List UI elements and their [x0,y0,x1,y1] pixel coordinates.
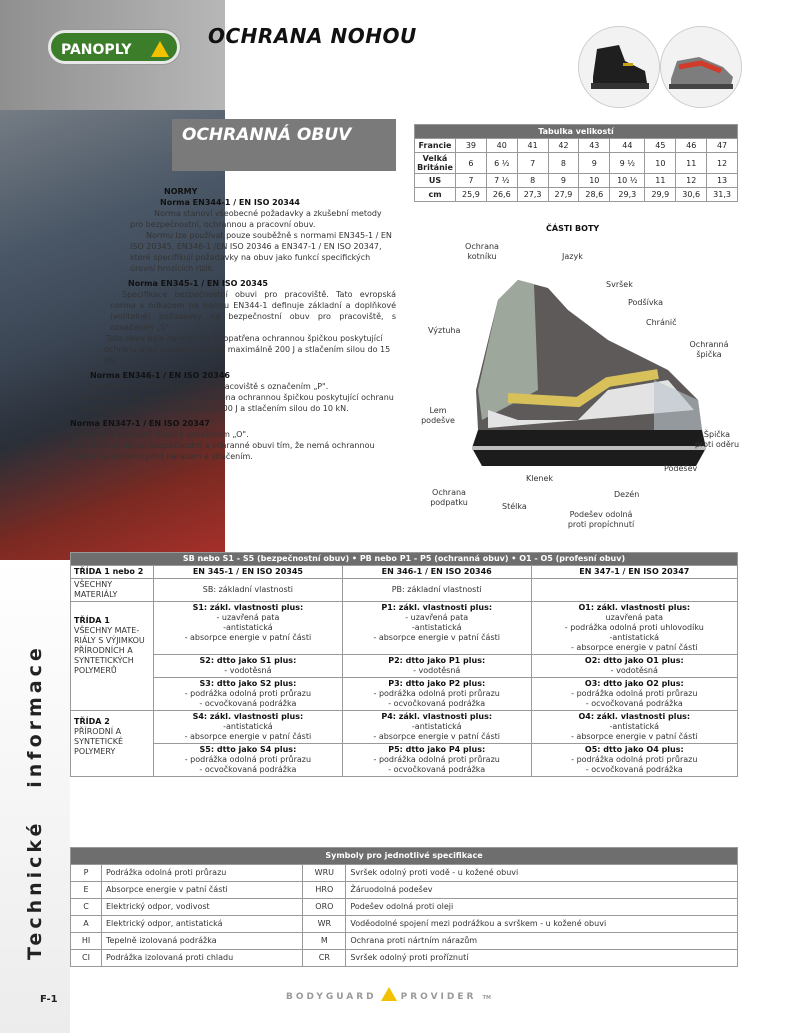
boot-cutaway-image [458,270,718,480]
table-row: S3: dtto jako S2 plus: - podrážka odolná proti průrazu - ocvočkovaná podrážka P3: dtto jako P2 plus: - podrážka odolná proti průrazu - ocvočkovaná podrážka O3: dtto jako O2 plus: - podrážka odolná proti průrazu - ocvočkovaná podrážka [71,678,738,711]
table-row: C Elektrický odpor, vodivost ORO Podešev odolná proti oleji [71,899,738,916]
norm-en345-heading: Norma EN345-1 / EN ISO 20345 [128,279,268,288]
black-boot-image [578,26,660,108]
norm-en344-heading: Norma EN344-1 / EN ISO 20344 [160,198,300,207]
norm-en347-text-2: Tato obuv se liší od bezpečnostní a ochranné obuvi tím, že nemá ochrannou špičku na ochranu před nárazem a stlačením. [70,441,375,461]
label-klenek: Klenek [526,474,554,483]
standards-text [70,186,396,462]
side-caption: Technické informace [24,644,46,960]
table-row: P Podrážka odolná proti průrazu WRU Svršek odolný proti vodě - u kožené obuvi [71,865,738,882]
page-number: F-1 [40,994,58,1005]
section-heading: OCHRANNÁ OBUV [172,119,396,171]
size-row: cm 25,9 26,6 27,3 27,9 28,6 29,3 29,9 30,6 31,3 [415,188,738,202]
size-row: Velká Británie 6 6 ½ 7 8 9 9 ½ 10 11 12 [415,153,738,174]
table-row: HI Tepelně izolovaná podrážka M Ochrana proti nártním nárazům [71,933,738,950]
page-title: OCHRANA NOHOU [208,24,417,48]
norm-en344-text-1: Norma stanoví všeobecné požadavky a zkušební metody pro bezpečnostní, ochrannou a pracovní obuv. [130,209,382,229]
symbols-caption: Symboly pro jednotlivé specifikace [71,848,738,865]
table-row: TŘÍDA 2 PŘÍRODNÍ A SYNTETICKÉ POLYMERY S4: zákl. vlastnosti plus: -antistatická - absorpce energie v patní části P4: zákl. vlastnosti plus: -antistatická - absorpce energie v patní části O4: zákl. vlastnosti plus: -antistatická - absorpce energie v patní části [71,711,738,744]
label-jazyk: Jazyk [562,252,583,261]
logo-triangle-icon [151,41,169,57]
classification-table [70,552,738,777]
label-ochranna-spicka: Ochranná špička [689,340,729,359]
table-row: S2: dtto jako S1 plus: - vodotěsná P2: dtto jako P1 plus: - vodotěsná O2: dtto jako O1 plus: - vodotěsná [71,655,738,678]
label-ochrana-kotniku: Ochrana kotníku [465,242,499,261]
table-row: CI Podrážka izolovaná proti chladu CR Svršek odolný proti proříznutí [71,950,738,967]
size-table [414,124,738,202]
label-svrsek: Svršek [606,280,633,289]
footer-brand: BODYGUARD PROVIDER TM [286,987,491,1002]
grey-red-shoe-image [660,26,742,108]
table-row: TŘÍDA 1 VŠECHNY MATE-RIÁLY S VÝJIMKOU PŘÍRODNÍCH A SYNTETICKÝCH POLYMERŮ S1: zákl. vlastnosti plus: - uzavřená pata -antistatická - absorpce energie v patní části P1: zákl. vlastnosti plus: - uzavřená pata -antistatická - absorpce energie v patní části O1: zákl. vlastnosti plus: uzavřená pata - podrážka odolná proti uhlovodíku -antistatická - absorpce energie v patní části [71,602,738,655]
boot-parts-title: ČÁSTI BOTY [546,224,600,233]
table-row: S5: dtto jako S4 plus: - podrážka odolná proti průrazu - ocvočkovaná podrážka P5: dtto jako P4 plus: - podrážka odolná proti průrazu - ocvočkovaná podrážka O5: dtto jako O4 plus: - podrážka odolná proti průrazu - ocvočkovaná podrážka [71,744,738,777]
norm-en346-text-2: Tato obuv byla navržena a je opatřena ochrannou špičkou poskytující ochranu před nárazem energií maximálně 100 J a stlačením silou do 10 kN. [82,393,394,413]
table-row: TŘÍDA 1 nebo 2 EN 345-1 / EN ISO 20345 EN 346-1 / EN ISO 20346 EN 347-1 / EN ISO 20347 [71,566,738,579]
label-chranic: Chránič [646,318,677,327]
norm-en347-heading: Norma EN347-1 / EN ISO 20347 [70,419,210,428]
label-lem-podesve: Lem podešve [421,406,455,425]
panoply-logo [48,30,180,64]
classification-caption: SB nebo S1 - S5 (bezpečnostní obuv) • PB nebo P1 - P5 (ochranná obuv) • O1 - O5 (profesní obuv) [71,553,738,566]
standards-title: NORMY [164,187,198,196]
size-table-caption: Tabulka velikostí [415,125,738,139]
norm-en346-heading: Norma EN346-1 / EN ISO 20346 [90,371,230,380]
label-dezen: Dezén [614,490,640,499]
label-spicka-proti-oderu: Špička proti oděru [694,430,740,449]
label-podesev: Podešev [664,464,698,473]
label-ochrana-podpatku: Ochrana podpatku [430,488,468,507]
norm-en345-text-1: Specifikace bezpečnostní obuvi pro pracoviště. Tato evropská norma s odkazem na normu EN344-1 definuje základní a doplňkové (volitelné) požadavky na bezpečnostní obuv pro pracoviště, s označením „S". [110,290,396,332]
table-row: A Elektrický odpor, antistatická WR Voděodolné spojení mezi podrážkou a svrškem - u kožené obuvi [71,916,738,933]
brand-triangle-icon [381,987,397,1001]
size-row: US 7 7 ½ 8 9 10 10 ½ 11 12 13 [415,174,738,188]
norm-en345-text-2: Tato obuv byla navržena a je opatřena ochrannou špičkou poskytující ochranu před nárazem energií maximálně 200 J a stlačením silou do 15 kN. [104,334,391,365]
label-podesev-propichnuti: Podešev odolná proti propíchnutí [567,510,635,529]
norm-en344-text-2: Normu lze používat pouze souběžně s normami EN345-1 / EN ISO 20345, EN346-1 /EN ISO 20346 a EN347-1 / EN ISO 20347, které specifikují požadavky na obuv jako funkcí specifických úrovní hrozících rizik. [130,231,392,273]
norm-en347-text-1: Specifikace pracovní obuvi s označením „O". [70,430,249,439]
symbols-table [70,847,738,967]
logo-text: PANOPLY [61,42,132,58]
table-row: E Absorpce energie v patní části HRO Žáruodolná podešev [71,882,738,899]
label-podsivka: Podšívka [628,298,664,307]
norm-en346-text-1: Specifikace ochranné obuvi pro pracoviště s označením „P". [88,382,329,391]
table-row: VŠECHNY MATERIÁLY SB: základní vlastnosti PB: základní vlastnosti [71,579,738,602]
size-row: Francie 39 40 41 42 43 44 45 46 47 [415,139,738,153]
label-stelka: Stélka [502,502,527,511]
label-vyztuha: Výztuha [428,326,461,335]
